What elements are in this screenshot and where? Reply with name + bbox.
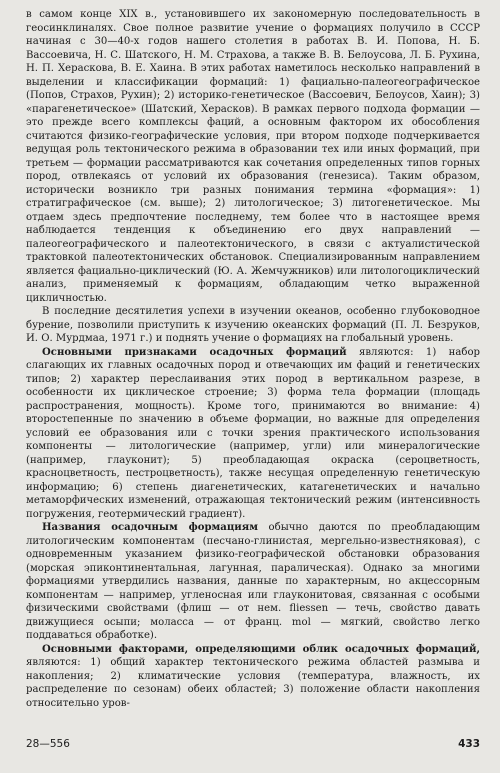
paragraph-3-lead: Основными признаками осадочных формаций [42, 346, 347, 358]
paragraph-1-text: в самом конце XIX в., установившего их закономерную последовательность в геосинклиналях. Свое полное развитие учение о формациях получило в СССР начиная с 30—40-х годов нашего столетия в работах В. И. Попова, Н. Б. Вассоевича, Н. С. Шатского, Н. М. Страхова, а также В. В. Белоусова, Л. Б. Рухина, Н. П. Херaскова, В. Е. Хаина. В этих работах наметилось несколько направлений в выделении и классификации формаций: 1) фациально-палеогеографическое (Попов, Страхов, Рухин); 2) историко-генетическое (Вассоевич, Белоусов, Хаин); 3) «парагенетическое» (Шатский, Херасков). В рамках первого подхода формации — это прежде всего комплексы фаций, а основным фактором их обособления считаются физико-географические условия, при втором подходе подчеркивается ведущая роль тектонического режима в образовании тех или иных формаций, при третьем — формации рассматриваются как сочетания определенных типов горных пород, отвлекаясь от условий их образования (генезиса). Таким образом, исторически возникло три разных понимания термина «формация»: 1) стратигрaфическое (см. выше); 2) литологическое; 3) литогенетическое. Мы отдаем здесь предпочтение последнему, тем более что в настоящее время наблюдается тенденция к объединению его двух направлений — палеогеографического и палеотектонического, в связи с актуалистической трактовкой палеотектонических обстановок. Специализированным направлением является фациально-циклический (Ю. А. Жемчужников) или литологоциклический анализ, применяемый к формациям, обладающим четко выраженной цикличностью. [26, 9, 480, 304]
body-text [26, 8, 480, 710]
paragraph-5 [26, 643, 480, 711]
paragraph-2-text: В последние десятилетия успехи в изучении океанов, особенно глубоководное бурение, позволили приступить к изучению океанских формаций (П. Л. Безруков, И. О. Мурдмаа, 1971 г.) и поднять учение о формациях на глобальный уровень. [26, 306, 480, 344]
printer-signature: 28—556 [26, 738, 70, 750]
paragraph-5-lead: Основными факторами, определяющими облик осадочных формаций, [42, 643, 480, 655]
paragraph-2 [26, 305, 480, 346]
paragraph-5-text: являются: 1) общий характер тектонического режима областей размыва и накопления; 2) климатические условия (температура, влажность, их распределение по сезонам) обеих областей; 3) положение области накопления относительно уров- [26, 657, 480, 709]
page-number: 433 [458, 738, 480, 750]
paragraph-4-lead: Названия осадочным формациям [42, 522, 259, 533]
paragraph-3-text: являются: 1) набор слагающих их главных осадочных пород и отвечающих им фаций и генетических типов; 2) характер переслаивания этих пород в вертикальном разрезе, в особенности их циклическое строение; 3) форма тела формации (площадь распространения, мощность). Кроме того, принимаются во внимание: 4) второстепенные по значению в объеме формации, но важные для определения условий ее образования или с точки зрения практического использования компоненты — литологические (например, угли) или минералогические (например, глауконит); 5) преобладающая окраска (сероцветность, красноцветность, пестроцветность), также несущая определенную генетическую информацию; 6) степень диагенетических, катагенетических и начально метаморфических изменений, отражающая тектонический режим (интенсивность погружения, геотермический градиент). [26, 346, 480, 520]
paragraph-4-text: обычно даются по преобладающим литологическим компонентам (песчано-глинистая, мергельно-известняковая), с одновременным указанием физико-географической обстановки образования (морская эпиконтинентальная, лагунная, паралическая). Однако за многими формациями утвердились названия, данные по характерным, но акцессорным компонентам — например, угленосная или глауконитовая, связанная с особыми физическими свойствами (флиш — от нем. fliessen — течь, свойство давать движущиеся осыпи; моласса — от франц. mol — мягкий, свойство легко поддаваться обработке). [26, 522, 480, 641]
paragraph-4 [26, 521, 480, 643]
paragraph-1 [26, 8, 480, 305]
paragraph-3 [26, 346, 480, 522]
page-footer [26, 738, 480, 750]
